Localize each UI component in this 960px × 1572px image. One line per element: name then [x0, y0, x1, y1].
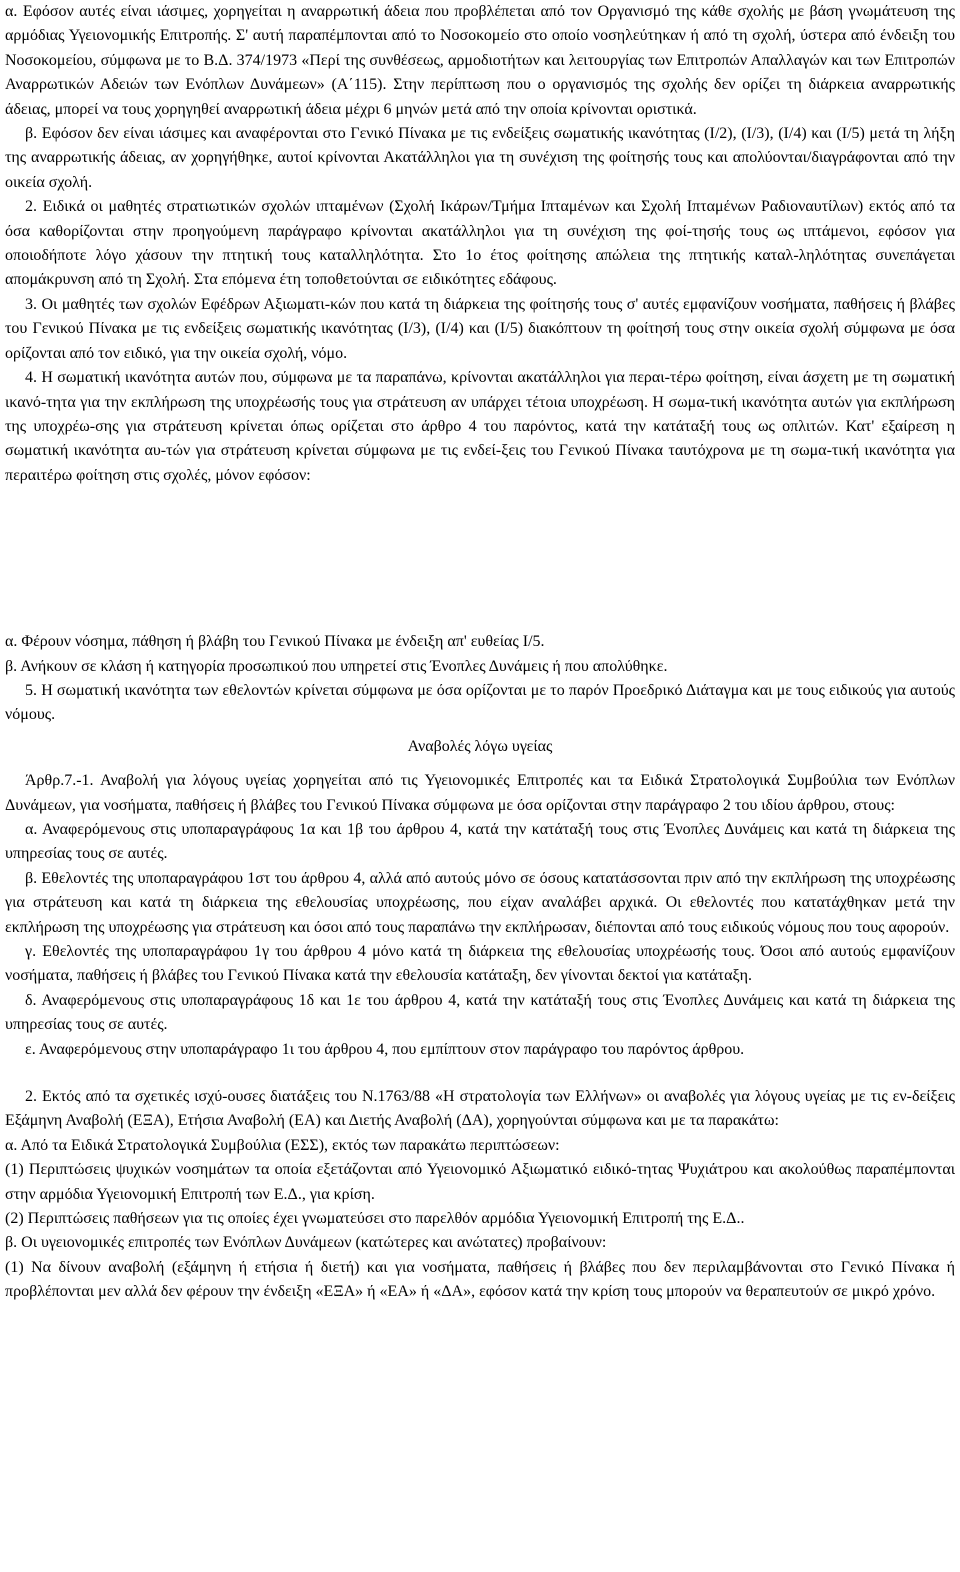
paragraph: 4. Η σωματική ικανότητα αυτών που, σύμφωνα με τα παραπάνω, κρίνονται ακατάλληλοι για περαι-τέρω φοίτηση, είναι άσχετη με τη σωματική ικανό-τητα για την εκπλήρωση της υποχρέωσής τους για στράτευση αν υπάρχει τέτοια υποχρέωση. Η σωμα-τική ικανότητα αυτών για εκπλήρωση της υποχρέω-σης για στράτευση κρίνεται όπως ορίζεται στο άρθρο 4 του παρόντος, κατά την κατάταξή τους ως οπλιτών. Κατ' εξαίρεση η σωματική ικανότητα αυ-τών για στράτευση κρίνεται σύμφωνα με τις ενδεί-ξεις του Γενικού Πίνακα ταυτόχρονα με τη σωμα-τική ικανότητα για περαιτέρω φοίτηση στις σχολές, μόνον εφόσον:: [5, 369, 955, 484]
paragraph: (2) Περιπτώσεις παθήσεων για τις οποίες έχει γνωματεύσει στο παρελθόν αρμόδια Υγειονομική Επιτροπή της Ε.Δ..: [5, 1210, 745, 1228]
paragraph: (1) Περιπτώσεις ψυχικών νοσημάτων τα οποία εξετάζονται από Υγειονομικό Αξιωματικό ειδικό-τητας Ψυχιάτρου και ακολούθως παραπέμπονται στην αρμόδια Υγειονομική Επιτροπή των Ε.Δ., για κρίση.: [5, 1161, 955, 1203]
blank-space: [5, 1062, 955, 1085]
blank-space: [5, 488, 955, 630]
paragraph: 2. Ειδικά οι μαθητές στρατιωτικών σχολών ιπταμένων (Σχολή Ικάρων/Τμήμα Ιπταμένων και Σχολή Ιπταμένων Ραδιοναυτίλων) εκτός από τα όσα καθορίζονται στην προηγούμενη παράγραφο κρίνονται ακατάλληλοι για τη συνέχιση της φοί-τησής τους ως ιπτάμενοι, εφόσον για οποιοδήποτε λόγο χάσουν την πτητική τους καταλληλότητα. Στο 1ο έτος φοίτησης απώλεια της πτητικής καταλ-ληλότητας συνεπάγεται απομάκρυνση από τη Σχολή. Στα επόμενα έτη τοποθετούνται σε ειδικότητες εδάφους.: [5, 198, 955, 289]
paragraph: β. Οι υγειονομικές επιτροπές των Ενόπλων Δυνάμεων (κατώτερες και ανώτατες) προβαίνουν:: [5, 1234, 607, 1252]
paragraph: γ. Εθελοντές της υποπαραγράφου 1γ του άρθρου 4 μόνο κατά τη διάρκεια της εθελουσίας υποχρέωσής τους. Όσοι από αυτούς εμφανίζουν νοσήματα, παθήσεις ή βλάβες του Γενικού Πίνακα κατά την εθελουσία κατάταξη, δεν γίνονται δεκτοί για κατάταξη.: [5, 943, 955, 985]
paragraph: α. Αναφερόμενους στις υποπαραγράφους 1α και 1β του άρθρου 4, κατά την κατάταξή τους στις Ένοπλες Δυνάμεις και κατά τη διάρκεια της υπηρεσίας τους σε αυτές.: [5, 820, 955, 863]
paragraph: (1) Να δίνουν αναβολή (εξάμηνη ή ετήσια ή διετή) και για νοσήματα, παθήσεις ή βλάβες που δεν περιλαμβάνονται στο Γενικό Πίνακα ή προβλέπονται μεν αλλά δεν φέρουν την ένδειξη «ΕΞΑ» ή «ΕΑ» ή «ΔΑ», εφόσον κατά την κρίση τους μπορούν να θεραπευτούν σε μικρό χρόνο.: [5, 1258, 955, 1301]
document-page: [5, 0, 955, 1305]
paragraph: α. Από τα Ειδικά Στρατολογικά Συμβούλια (ΕΣΣ), εκτός των παρακάτω περιπτώσεων:: [5, 1136, 560, 1154]
paragraph: δ. Αναφερόμενους στις υποπαραγράφους 1δ και 1ε του άρθρου 4, κατά την κατάταξή τους στις Ένοπλες Δυνάμεις και κατά τη διάρκεια της υπηρεσίας τους σε αυτές.: [5, 991, 955, 1034]
section-heading: Αναβολές λόγω υγείας: [407, 737, 553, 755]
paragraph: Άρθρ.7.-1. Αναβολή για λόγους υγείας χορηγείται από τις Υγειονομικές Επιτροπές και τα Ειδικά Στρατολογικά Συμβούλια των Ενόπλων Δυνάμεων, για νοσήματα, παθήσεις ή βλάβες του Γενικού Πίνακα σύμφωνα με όσα ορίζονται στην παράγραφο 2 του ιδίου άρθρου, στους:: [5, 772, 955, 814]
paragraph: α. Φέρουν νόσημα, πάθηση ή βλάβη του Γενικού Πίνακα με ένδειξη απ' ευθείας Ι/5.: [5, 633, 545, 651]
paragraph: β. Ανήκουν σε κλάση ή κατηγορία προσωπικού που υπηρετεί στις Ένοπλες Δυνάμεις ή που απολύθηκε.: [5, 657, 668, 675]
paragraph: 5. Η σωματική ικανότητα των εθελοντών κρίνεται σύμφωνα με όσα ορίζονται με το παρόν Προεδρικό Διάταγμα και με τους ειδικούς για αυτούς νόμους.: [5, 681, 955, 724]
paragraph: 2. Εκτός από τα σχετικές ισχύ-ουσες διατάξεις του Ν.1763/88 «Η στρατολογία των Ελλήνων» οι αναβολές για λόγους υγείας με τις εν-δείξεις Εξάμηνη Αναβολή (ΕΞΑ), Ετήσια Αναβολή (ΕΑ) και Διετής Αναβολή (ΔΑ), χορηγούνται σύμφωνα και με τα παρακάτω:: [5, 1088, 955, 1130]
paragraph: α. Εφόσον αυτές είναι ιάσιμες, χορηγείται η αναρρωτική άδεια που προβλέπεται από τον Οργανισμό της κάθε σχολής με βάση γνωμάτευση της αρμόδιας Υγειονομικής Επιτροπής. Σ' αυτή παραπέμπονται από το Νοσοκομείο στο οποίο νοσηλεύτηκαν ή από τη σχολή, ύστερα από ένδειξη του Νοσοκομείου, σύμφωνα με το Β.Δ. 374/1973 «Περί της συνθέσεως, αρμοδιοτήτων και λειτουργίας των Επιτροπών Απαλλαγών και των Επιτροπών Αναρρωτικών Αδειών των Ενόπλων Δυνάμεων» (Α΄115). Στην περίπτωση που ο οργανισμός της σχολής δεν ορίζει τη διάρκεια αναρρωτικής άδειας, μπορεί να τους χορηγηθεί αναρρωτική άδεια μέχρι 6 μηνών μετά από την οποία κρίνονται οριστικά.: [5, 3, 955, 118]
paragraph: β. Εφόσον δεν είναι ιάσιμες και αναφέρονται στο Γενικό Πίνακα με τις ενδείξεις σωματικής ικανότητας (Ι/2), (Ι/3), (Ι/4) και (Ι/5) μετά τη λήξη της αναρρωτικής άδειας, αν χορηγήθηκε, αυτοί κρίνονται Ακατάλληλοι για τη συνέχιση της φοίτησής τους και απολύονται/διαγράφονται από την οικεία σχολή.: [5, 125, 955, 191]
paragraph: 3. Οι μαθητές των σχολών Εφέδρων Αξιωματι-κών που κατά τη διάρκεια της φοίτησής τους σ' αυτές εμφανίζουν νοσήματα, παθήσεις ή βλάβες του Γενικού Πίνακα με τις ενδείξεις σωματικής ικανότητας (Ι/3), (Ι/4) και (Ι/5) διακόπτουν τη φοίτησή τους στην οικεία σχολή σύμφωνα με όσα ορίζονται από τον ειδικό, για την οικεία σχολή, νόμο.: [5, 295, 955, 362]
paragraph: ε. Αναφερόμενους στην υποπαράγραφο 1ι του άρθρου 4, που εμπίπτουν στον παράγραφο του παρόντος άρθρου.: [25, 1040, 745, 1058]
paragraph: β. Εθελοντές της υποπαραγράφου 1στ του άρθρου 4, αλλά από αυτούς μόνο σε όσους κατατάσσονται πριν από την εκπλήρωση της υποχρέωσης για στράτευση και κατά τη διάρκεια της εθελουσίας υποχρέωσης, που είχαν αναλάβει αρχικά. Οι εθελοντές που κατατάχθηκαν μετά την εκπλήρωση της υποχρέωσης για στράτευση και όσοι από τους παραπάνω την εκπλήρωσαν, διέπονται από τους ειδικούς νόμους που τους αφορούν.: [5, 869, 955, 936]
